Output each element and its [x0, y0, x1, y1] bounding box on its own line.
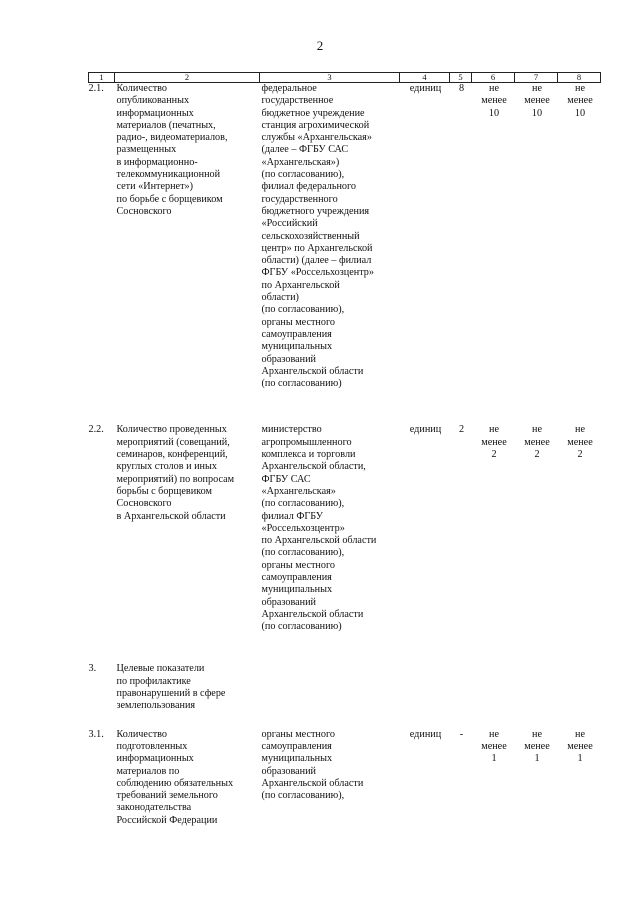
target-line: не [532, 424, 542, 436]
executor-line: бюджетное учреждение [261, 107, 365, 119]
base-value [450, 663, 472, 712]
base-value: 2 [458, 424, 465, 436]
executor-line: «Архангельская») [261, 156, 340, 168]
executor-line: станция агрохимической [261, 119, 370, 131]
page-number: 2 [316, 38, 324, 53]
executor-line: области) [261, 292, 299, 304]
indicator-line: Целевые показатели [116, 663, 205, 675]
target-line: менее [524, 436, 550, 448]
executor-line: органы местного [261, 559, 335, 571]
indicator-line: Количество [116, 728, 167, 740]
executor [260, 663, 400, 712]
indicator-line: семинаров, конференций, [116, 449, 228, 461]
executor-line: образований [261, 765, 317, 777]
target-value [558, 663, 601, 712]
target-line: 2 [577, 449, 583, 461]
target-value [472, 663, 515, 712]
row-number: 3. [88, 663, 97, 675]
executor-line: органы местного [261, 316, 335, 328]
table-row [89, 663, 601, 712]
target-line: 1 [491, 753, 497, 765]
executor-line: (по согласованию), [261, 547, 345, 559]
unit: единиц [409, 728, 442, 740]
indicator-line: мероприятий) по вопросам [116, 473, 235, 485]
target-value [472, 729, 515, 827]
base-value: 8 [458, 83, 465, 94]
column-number: 3 [260, 73, 400, 83]
executor-line: комплекса и торговли [261, 449, 356, 461]
column-number: 2 [115, 73, 260, 83]
target-line: менее [481, 436, 507, 448]
executor-line: «Россельхозцентр» [261, 522, 345, 534]
executor-line: Архангельской области [261, 365, 364, 377]
target-value [515, 424, 558, 633]
indicator-line: сети «Интернет») [116, 181, 194, 193]
executor-line: образований [261, 353, 317, 365]
executor-line: (по согласованию), [261, 169, 345, 181]
column-number-row [89, 73, 601, 83]
target-line: менее [567, 436, 593, 448]
target-line: 1 [577, 753, 583, 765]
row-spacer-cell [89, 713, 601, 729]
executor-line: ФГБУ САС [261, 473, 311, 485]
indicator-line: размещенных [116, 144, 177, 156]
executor-line: службы «Архангельская» [261, 132, 372, 144]
target-line: не [489, 424, 499, 436]
target-line: менее [481, 95, 507, 107]
executor-line: Архангельской области [261, 608, 364, 620]
executor-line: (далее – ФГБУ САС [261, 144, 349, 156]
target-value [472, 83, 515, 391]
target-value [515, 729, 558, 827]
executor-line: самоуправления [261, 571, 332, 583]
column-number: 6 [472, 73, 515, 83]
executor [260, 424, 400, 633]
target-line: 10 [531, 107, 543, 119]
indicator-line: соблюдению обязательных [116, 777, 234, 789]
executor-line: (по согласованию) [261, 621, 342, 633]
indicator-line: требований земельного [116, 790, 218, 802]
table-row [89, 729, 601, 827]
executor-line: «Архангельская» [261, 485, 336, 497]
indicator-line: Сосновского [116, 498, 172, 510]
target-line: не [575, 83, 585, 94]
executor-line: муниципальных [261, 584, 333, 596]
target-line: 1 [534, 753, 540, 765]
column-number: 4 [400, 73, 450, 83]
indicator-name [115, 729, 260, 827]
target-value [472, 424, 515, 633]
indicator-line: материалов (печатных, [116, 119, 216, 131]
target-value [558, 83, 601, 391]
column-number: 8 [558, 73, 601, 83]
target-line: не [489, 728, 499, 740]
indicator-line: по профилактике [116, 675, 191, 687]
indicator-line: в информационно- [116, 156, 198, 168]
target-line: 2 [491, 449, 497, 461]
executor-line: по Архангельской области [261, 535, 377, 547]
indicator-line: Количество проведенных [116, 424, 227, 436]
indicator-name [115, 83, 260, 391]
executor-line: по Архангельской [261, 279, 340, 291]
column-number: 7 [515, 73, 558, 83]
executor-line: (по согласованию), [261, 304, 345, 316]
base-value: - [459, 728, 464, 740]
row-spacer [89, 713, 601, 729]
target-value [558, 729, 601, 827]
target-line: 10 [488, 107, 500, 119]
executor-line: агропромышленного [261, 436, 352, 448]
executor-line: области) (далее – филиал [261, 255, 372, 267]
indicator-line: опубликованных [116, 95, 190, 107]
target-line: не [575, 424, 585, 436]
indicator-line: круглых столов и иных [116, 461, 217, 473]
target-line: менее [524, 95, 550, 107]
executor-line: министерство [261, 424, 322, 436]
executor-line: Архангельской области [261, 777, 364, 789]
target-line: не [532, 83, 542, 94]
executor-line: муниципальных [261, 341, 333, 353]
executor-line: (по согласованию) [261, 378, 342, 390]
indicator-name [115, 663, 260, 712]
row-number: 2.1. [88, 83, 104, 94]
indicators-table [88, 72, 601, 827]
target-value [558, 424, 601, 633]
executor-line: государственное [261, 95, 334, 107]
indicator-line: землепользования [116, 700, 196, 712]
indicator-line: информационных [116, 753, 194, 765]
target-line: не [575, 728, 585, 740]
row-spacer-cell [89, 390, 601, 424]
executor-line: филиал федерального [261, 181, 357, 193]
indicator-line: мероприятий (совещаний, [116, 436, 230, 448]
indicator-line: материалов по [116, 765, 180, 777]
executor-line: самоуправления [261, 328, 332, 340]
executor-line: федеральное [261, 83, 317, 94]
target-line: менее [567, 95, 593, 107]
indicator-line: радио-, видеоматериалов, [116, 132, 228, 144]
row-number: 2.2. [88, 424, 104, 436]
executor [260, 729, 400, 827]
column-number: 1 [89, 73, 115, 83]
target-line: менее [567, 740, 593, 752]
row-spacer [89, 390, 601, 424]
target-line: не [532, 728, 542, 740]
indicator-line: по борьбе с борщевиком [116, 193, 223, 205]
target-line: не [489, 83, 499, 94]
executor-line: (по согласованию), [261, 498, 345, 510]
executor-line: органы местного [261, 728, 335, 740]
indicator-line: подготовленных [116, 740, 188, 752]
target-line: менее [481, 740, 507, 752]
table-row [89, 83, 601, 391]
target-line: менее [524, 740, 550, 752]
executor-line: Архангельской области, [261, 461, 366, 473]
executor-line: муниципальных [261, 753, 333, 765]
column-number: 5 [450, 73, 472, 83]
executor-line: центр» по Архангельской [261, 242, 373, 254]
executor-line: образований [261, 596, 317, 608]
indicator-line: борьбы с борщевиком [116, 485, 212, 497]
indicator-line: в Архангельской области [116, 510, 226, 522]
table-row [89, 424, 601, 633]
executor-line: (по согласованию), [261, 790, 345, 802]
executor-line: бюджетного учреждения [261, 205, 370, 217]
row-spacer [89, 633, 601, 663]
unit: единиц [409, 83, 442, 94]
row-number: 3.1. [88, 728, 104, 740]
target-value [515, 83, 558, 391]
indicator-name [115, 424, 260, 633]
indicator-line: Количество [116, 83, 167, 94]
target-value [515, 663, 558, 712]
executor-line: ФГБУ «Россельхозцентр» [261, 267, 374, 279]
indicator-line: Сосновского [116, 205, 172, 217]
indicator-line: телекоммуникационной [116, 169, 221, 181]
target-line: 2 [534, 449, 540, 461]
executor [260, 83, 400, 391]
executor-line: самоуправления [261, 740, 332, 752]
executor-line: сельскохозяйственный [261, 230, 360, 242]
unit [400, 663, 450, 712]
indicator-line: Российской Федерации [116, 814, 218, 826]
executor-line: филиал ФГБУ [261, 510, 323, 522]
indicator-line: информационных [116, 107, 194, 119]
unit: единиц [409, 424, 442, 436]
row-spacer-cell [89, 633, 601, 663]
target-line: 10 [574, 107, 586, 119]
executor-line: «Российский [261, 218, 318, 230]
indicator-line: правонарушений в сфере [116, 688, 226, 700]
indicator-line: законодательства [116, 802, 192, 814]
executor-line: государственного [261, 193, 338, 205]
